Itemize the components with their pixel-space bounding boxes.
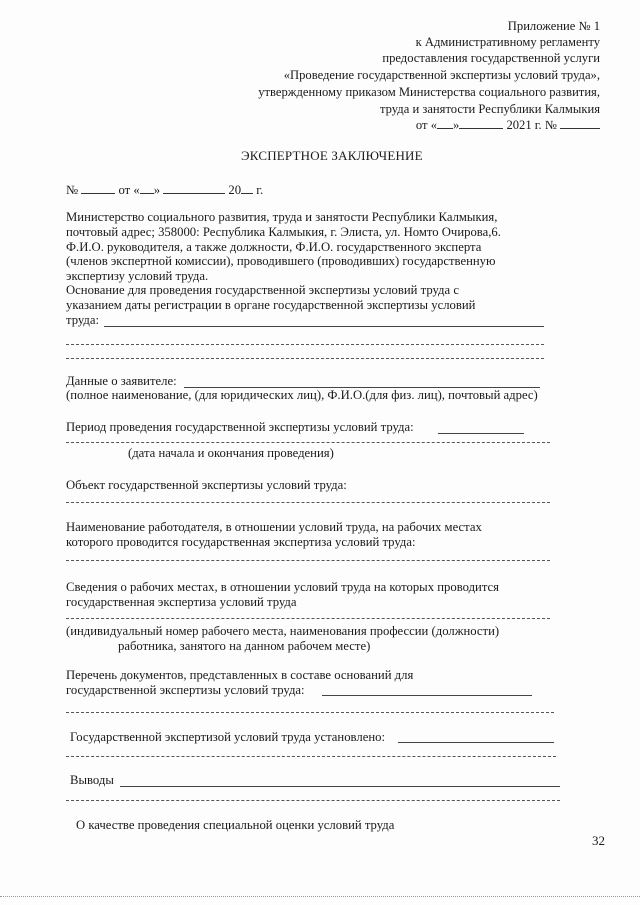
basis-blank-3[interactable] [66,358,544,359]
appendix-date-line [416,117,600,134]
established-blank-1[interactable] [398,742,554,743]
appendix-order: утвержденному приказом Министерства социального развития, [258,85,600,99]
date-number-blank [560,117,600,129]
appendix-number: Приложение № 1 [507,19,600,33]
appendix-service: предоставления государственной услуги [382,51,600,65]
ministry-line-1: Министерство социального развития, труда и занятости Республики Калмыкия, [66,210,498,224]
applicant-label: Данные о заявителе: [66,374,177,388]
day-blank [140,182,154,194]
workplaces-hint-2: работника, занятого на данном рабочем месте) [118,639,371,653]
from-label: от « [118,183,140,197]
period-blank-2[interactable] [66,442,550,443]
number-blank [81,182,115,194]
workplaces-hint-1: (индивидуальный номер рабочего места, наименования профессии (должности) [66,624,500,638]
employer-line-2: которого проводится государственная экспертиза условий труда: [66,535,416,549]
documents-line-1: Перечень документов, представленных в составе оснований для [66,668,414,682]
number-label: № [66,183,79,197]
number-line [66,182,263,198]
ministry-line-3: Ф.И.О. руководителя, а также должности, Ф.И.О. государственного эксперта [66,240,482,254]
quality-label: О качестве проведения специальной оценки условий труда [76,818,395,832]
conclusions-label: Выводы [70,773,114,787]
date-day-blank [437,117,453,129]
workplaces-blank[interactable] [66,618,550,619]
workplaces-line-1: Сведения о рабочих местах, в отношении условий труда на которых проводится [66,580,499,594]
applicant-hint: (полное наименование, (для юридических лиц), Ф.И.О.(для физ. лиц), почтовый адрес) [66,388,538,402]
documents-line-2: государственной экспертизы условий труда: [66,683,305,697]
documents-blank-1[interactable] [322,695,532,696]
period-label: Период проведения государственной экспертизы условий труда: [66,420,414,434]
object-blank[interactable] [66,502,550,503]
date-open-quote: « [430,118,437,132]
basis-line-1: Основание для проведения государственной экспертизы условий труда с [66,283,459,297]
conclusions-blank-1[interactable] [120,786,560,787]
documents-blank-2[interactable] [66,712,554,713]
year-suffix: г. [256,183,264,197]
ministry-line-5: экспертизу условий труда. [66,269,209,283]
period-blank-1[interactable] [438,433,524,434]
workplaces-line-2: государственная экспертиза условий труда [66,595,297,609]
basis-blank-2[interactable] [66,344,544,345]
basis-blank-1[interactable] [104,326,544,327]
appendix-service-name: «Проведение государственной экспертизы условий труда», [283,68,600,82]
employer-line-1: Наименование работодателя, в отношении условий труда, на рабочих местах [66,520,482,534]
date-year-number-label: 2021 г. № [506,118,557,132]
year-blank [241,182,253,194]
period-hint: (дата начала и окончания проведения) [128,446,334,460]
appendix-regulation: к Административному регламенту [415,35,600,49]
ministry-line-2: почтовый адрес; 358000: Республика Калмыкия, г. Элиста, ул. Номто Очирова,6. [66,225,501,239]
page-number: 32 [592,833,605,848]
ministry-line-4: (членов экспертной комиссии), проводившего (проводивших) государственную [66,254,496,268]
established-label: Государственной экспертизой условий труда установлено: [70,730,385,744]
object-label: Объект государственной экспертизы условий труда: [66,478,347,492]
from-close-quote: » [153,183,161,197]
established-blank-2[interactable] [66,756,556,757]
appendix-ministry: труда и занятости Республики Калмыкия [380,102,600,116]
date-close-quote: » [452,118,460,132]
basis-line-2: указанием даты регистрации в органе государственной экспертизы условий [66,298,476,312]
conclusions-blank-2[interactable] [66,800,560,801]
page-edge-divider [0,896,640,897]
date-month-blank [459,117,503,129]
basis-line-3: труда: [66,313,100,327]
employer-blank[interactable] [66,560,550,561]
date-from-label: от [415,118,428,132]
document-title: ЭКСПЕРТНОЕ ЗАКЛЮЧЕНИЕ [241,148,423,163]
year-prefix: 20 [228,183,242,197]
month-blank [163,182,225,194]
